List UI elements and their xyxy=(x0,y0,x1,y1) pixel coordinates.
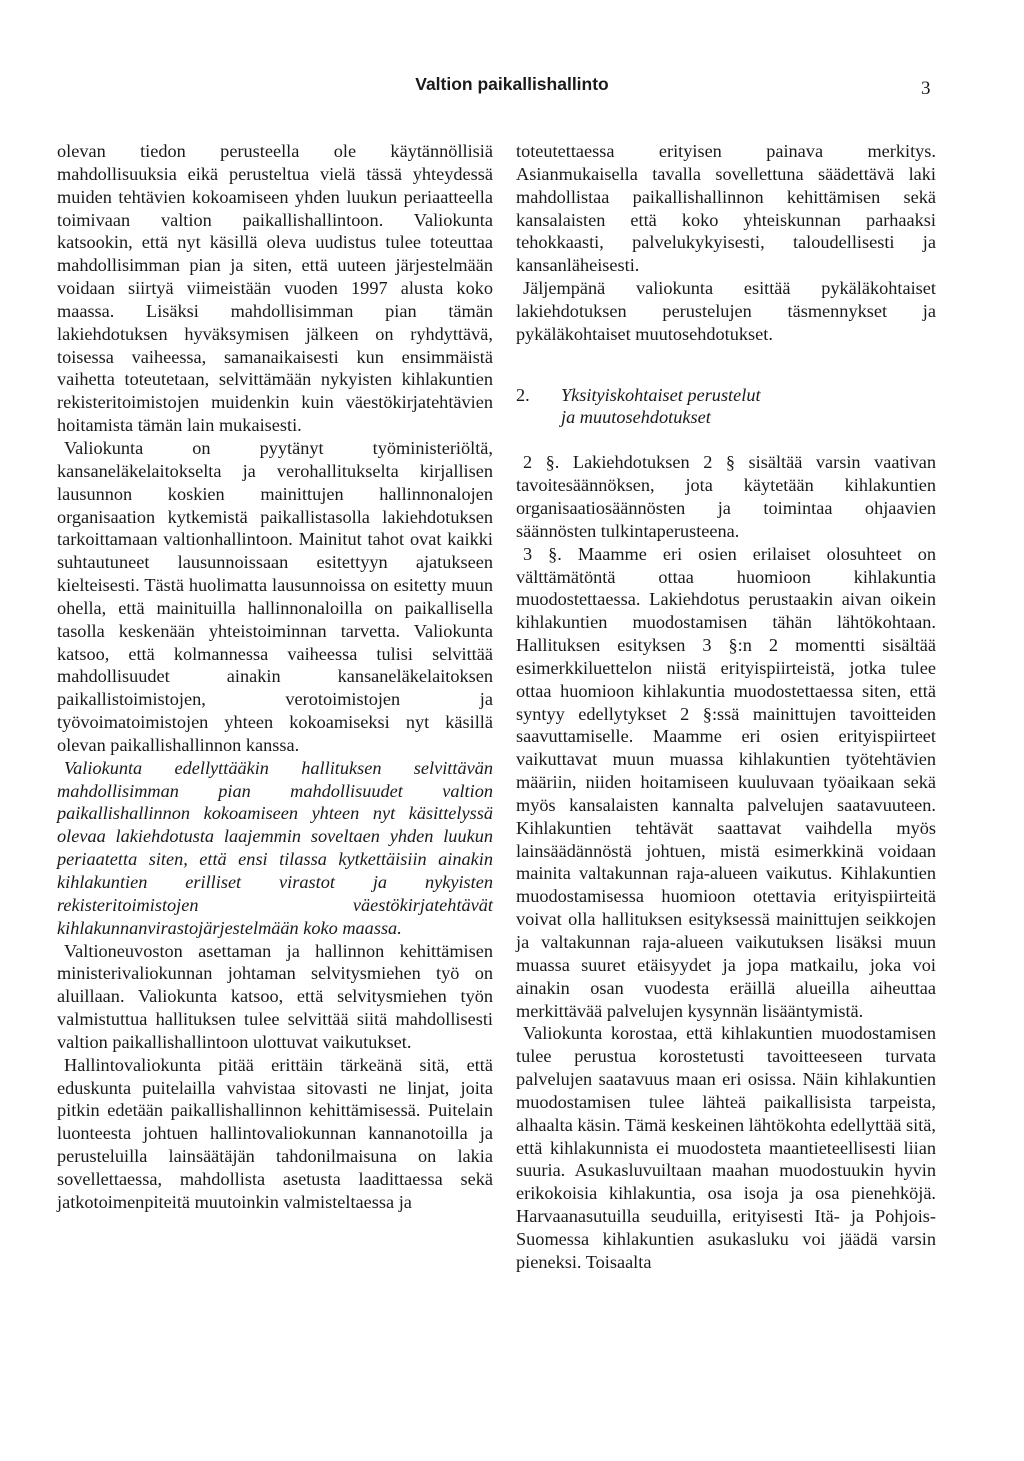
paragraph: Jäljempänä valiokunta esittää pykäläkohtaiset lakiehdotuksen perustelujen täsmennykset ja pykäläkohtaiset muutosehdotukset. xyxy=(516,278,936,344)
paragraph: Valiokunta on pyytänyt työministeriöltä, kansaneläkelaitokselta ja verohallitukselta kirjallisen lausunnon koskien mainittujen hallinnonalojen organisaation kytkemistä paikallistasolla lakiehdotuksen tarkoittamaan valtionhallintoon. Mainitut tahot ovat kaikki suhtautuneet lausunnoissaan esitettyyn ajatukseen kielteisesti. Tästä huolimatta lausunnoissa on esitetty muun ohella, että mainituilla hallinnonaloilla on paikallisella tasolla keskenään yhteistoiminnan tarvetta. Valiokunta katsoo, että kolmannessa vaiheessa tulisi selvittää mahdollisuudet ainakin kansaneläkelaitoksen paikallistoimistojen, verotoimistojen ja työvoimatoimistojen yhteen kokoamiseksi nyt käsillä olevan paikallishallinnon kanssa. xyxy=(57,437,493,755)
paragraph-italic-statement: Valiokunta edellyttääkin hallituksen selvittävän mahdollisimman pian mahdollisuudet valtion paikallishallinnon kokoamiseen yhteen nyt käsittelyssä olevaa lakiehdotusta laajemmin soveltaen yhden luukun periaatetta siten, että ensi tilassa kytkettäisiin ainakin kihlakuntien erilliset virastot ja nykyisten rekisteritoimistojen väestökirjatehtävät kihlakunnanvirastojärjestelmään koko maassa. xyxy=(57,757,493,938)
section-title: Yksityiskohtaiset perustelut ja muutosehdotukset xyxy=(561,384,761,428)
paragraph: Valiokunta korostaa, että kihlakuntien muodostamisen tulee perustua korostetusti tavoitteeseen turvata palvelujen saatavuus maan eri osissa. Näin kihlakuntien muodostamisen tulee lähteä paikallisista tarpeista, alhaalta käsin. Tämä keskeinen lähtökohta edellyttää sitä, että kihlakunnista ei muodosteta maantieteellisesti liian suuria. Asukasluvuiltaan maahan muodostuukin hyvin erikokoisia kihlakuntia, osa isoja ja osa pienehköjä. Harvaanasutuilla seuduilla, erityisesti Itä- ja Pohjois-Suomessa kihlakuntien asukasluku voi jäädä varsin pieneksi. Toisaalta xyxy=(516,1023,936,1272)
section-number: 2. xyxy=(516,384,530,405)
paragraph: olevan tiedon perusteella ole käytännöllisiä mahdollisuuksia eikä perusteltua vielä tässä yhteydessä muiden tehtävien kokoamiseen yhden luukun periaatteella toimivaan valtion paikallishallintoon. Valiokunta katsookin, että nyt käsillä oleva uudistus tulee toteuttaa mahdollisimman pian ja siten, että uuteen järjestelmään voidaan siirtyä viimeistään vuoden 1997 alusta koko maassa. Lisäksi mahdollisimman pian tämän lakiehdotuksen hyväksymisen jälkeen on ryhdyttävä, toisessa vaiheessa, samanaikaisesti kun ensimmäistä vaihetta toteutetaan, selvittämään nykyisten kihlakuntien rekisteritoimistojen muidenkin kuin väestökirjatehtävien hoitamista tämän lain mukaisesti. xyxy=(57,141,493,436)
page-number: 3 xyxy=(921,78,931,99)
section-heading xyxy=(516,384,936,430)
right-column xyxy=(516,140,936,1274)
running-head: Valtion paikallishallinto xyxy=(415,74,609,94)
paragraph: Valtioneuvoston asettaman ja hallinnon kehittämisen ministerivaliokunnan johtaman selvitysmiehen työ on aluillaan. Valiokunta katsoo, että selvitysmiehen työn valmistuttua hallituksen tulee selvittää siitä mahdollisesti valtion paikallishallintoon ulottuvat vaikutukset. xyxy=(57,940,493,1052)
paragraph: 3 §. Maamme eri osien erilaiset olosuhteet on välttämätöntä ottaa huomioon kihlakuntia muodostettaessa. Lakiehdotus perustaakin aivan oikein kihlakuntien muodostamisen tähän lähtökohtaan. Hallituksen esityksen 3 §:n 2 momentti sisältää esimerkkiluettelon niistä erityispiirteistä, jotka tulee ottaa huomioon kihlakuntia muodostettaessa siten, että syntyy edellytykset 2 §:ssä mainittujen tavoitteiden saavuttamiselle. Maamme eri osien erityispiirteet vaikuttavat muun muassa kihlakuntien työtehtävien määriin, niiden hoitamiseen kuuluvaan työaikaan sekä myös kansalaisten kannalta palvelujen saatavuuteen. Kihlakuntien tehtävät saattavat vaihdella myös lainsäädännöstä johtuen, mistä esimerkkinä voidaan mainita valtakunnan raja-alueen vaikutus. Kihlakuntien muodostamisessa huomioon otettavia erityispiirteitä voivat olla hallituksen esityksessä mainittujen seikkojen ja valtakunnan raja-alueen vaikutuksen lisäksi muun muassa suuret etäisyydet ja jopa matkailu, joka voi ainakin osan vuodesta eräillä alueilla aiheuttaa merkittävää palvelujen kysynnän lisääntymistä. xyxy=(516,543,936,1021)
paragraph: 2 §. Lakiehdotuksen 2 § sisältää varsin vaativan tavoitesäännöksen, jota käytetään kihlakuntien organisaatiosäännösten ja toimintaa ohjaavien säännösten tulkintaperusteena. xyxy=(516,452,936,541)
paragraph: toteutettaessa erityisen painava merkitys. Asianmukaisella tavalla sovellettuna säädettävä laki mahdollistaa paikallishallinnon kehittämisen sekä kansalaisten että koko yhteiskunnan parhaaksi tehokkaasti, palvelukykyisesti, taloudellisesti ja kansanläheisesti. xyxy=(516,141,936,276)
left-column xyxy=(57,140,493,1214)
paragraph: Hallintovaliokunta pitää erittäin tärkeänä sitä, että eduskunta puitelailla vahvistaa sitovasti ne linjat, joita pitkin edetään paikallishallinnon kehittämisessä. Puitelain luonteesta johtuen hallintovaliokunnan kannanotoilla ja perusteluilla lainsäätäjän tahdonilmaisuna on lakia sovellettaessa, mahdollista asetusta laadittaessa sekä jatkotoimenpiteitä muutoinkin valmisteltaessa ja xyxy=(57,1054,493,1212)
